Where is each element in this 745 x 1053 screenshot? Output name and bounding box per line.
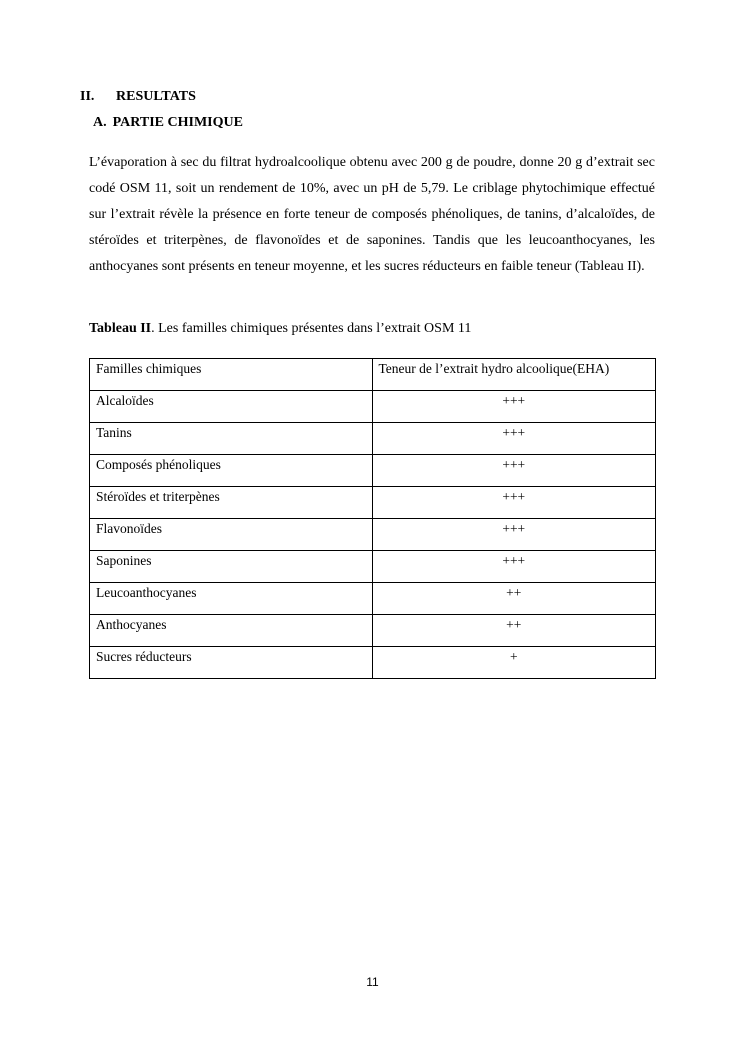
table-row xyxy=(90,647,656,679)
subsection-letter: A. xyxy=(93,115,107,130)
content-cell: +++ xyxy=(372,423,656,455)
content-cell: +++ xyxy=(372,455,656,487)
table-row xyxy=(90,391,656,423)
content-cell: ++ xyxy=(372,583,656,615)
table-row xyxy=(90,423,656,455)
family-cell: Saponines xyxy=(90,551,373,583)
family-cell: Alcaloïdes xyxy=(90,391,373,423)
table-row xyxy=(90,519,656,551)
content-cell: +++ xyxy=(372,551,656,583)
table-caption-label: Tableau II xyxy=(89,321,152,336)
table-header-cell: Teneur de l’extrait hydro alcoolique(EHA) xyxy=(372,359,656,391)
content-cell: + xyxy=(372,647,656,679)
family-cell: Composés phénoliques xyxy=(90,455,373,487)
table-row xyxy=(90,615,656,647)
section-heading xyxy=(80,88,196,106)
table-row xyxy=(90,583,656,615)
content-cell: ++ xyxy=(372,615,656,647)
family-cell: Stéroïdes et triterpènes xyxy=(90,487,373,519)
table-row xyxy=(90,551,656,583)
family-cell: Sucres réducteurs xyxy=(90,647,373,679)
family-cell: Flavonoïdes xyxy=(90,519,373,551)
table-header-cell: Familles chimiques xyxy=(90,359,373,391)
table-header-row xyxy=(90,359,656,391)
content-cell: +++ xyxy=(372,519,656,551)
table-caption-text: . Les familles chimiques présentes dans l’extrait OSM 11 xyxy=(151,321,472,336)
content-cell: +++ xyxy=(372,487,656,519)
subsection-title: PARTIE CHIMIQUE xyxy=(112,115,243,130)
section-title: RESULTATS xyxy=(116,89,196,104)
results-paragraph: L’évaporation à sec du filtrat hydroalcoolique obtenu avec 200 g de poudre, donne 20 g d’extrait sec codé OSM 11, soit un rendement de 10%, avec un pH de 5,79. Le criblage phytochimique effectué sur l’extrait révèle la présence en forte teneur de composés phénoliques, de tanins, d’alcaloïdes, de stéroïdes et triterpènes, de flavonoïdes et de saponines. Tandis que les leucoanthocyanes, les anthocyanes sont présents en teneur moyenne, et les sucres réducteurs en faible teneur (Tableau II). xyxy=(89,155,655,274)
content-cell: +++ xyxy=(372,391,656,423)
table-caption xyxy=(89,320,471,338)
subsection-heading xyxy=(93,114,243,132)
table-row xyxy=(90,487,656,519)
table-row xyxy=(90,455,656,487)
family-cell: Leucoanthocyanes xyxy=(90,583,373,615)
family-cell: Tanins xyxy=(90,423,373,455)
page-number: 11 xyxy=(366,975,379,989)
chemical-families-table xyxy=(89,358,656,679)
section-number: II. xyxy=(80,89,95,104)
family-cell: Anthocyanes xyxy=(90,615,373,647)
